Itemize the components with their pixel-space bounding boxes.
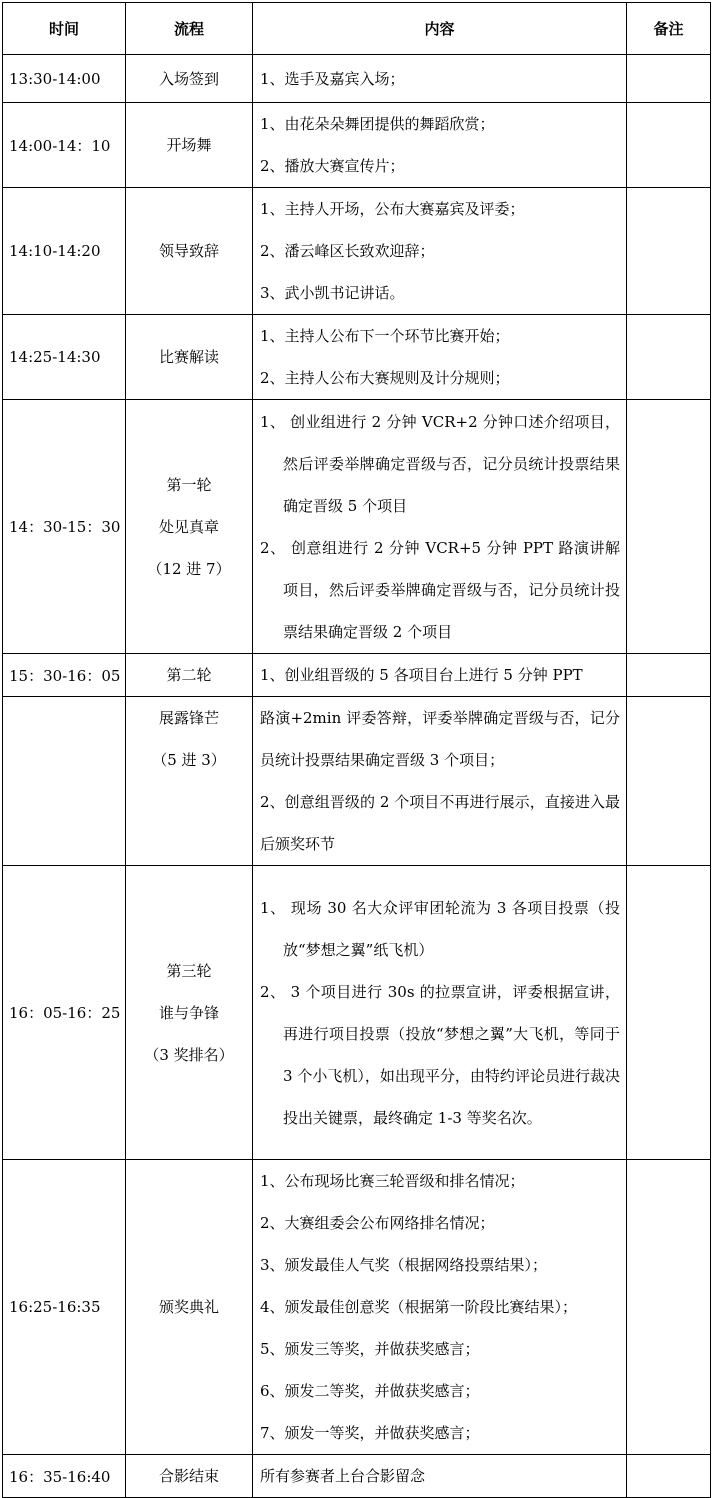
table-row [3,315,711,400]
content-item: 2、 3 个项目进行 30s 的拉票宣讲，评委根据宣讲，再进行项目投票（投放“梦想之翼”大飞机，等同于 3 个小飞机），如出现平分，由特约评论员进行裁决投出关键票，最终确定 1-3 等奖名次。 [260,982,620,1127]
time-cell: 14:10-14:20 [3,188,126,315]
content-item: 2、大赛组委会公布网络排名情况； [260,1214,495,1232]
note-cell [627,1455,711,1498]
flow-cell [126,697,253,866]
flow-cell [126,400,253,654]
content-cell [253,1455,627,1498]
flow-cell [126,654,253,697]
note-cell [627,866,711,1160]
note-cell [627,315,711,400]
note-cell [627,55,711,103]
content-cell [253,315,627,400]
header-row [3,3,711,55]
content-item: 2、潘云峰区长致欢迎辞； [260,242,435,260]
flow-label: 比赛解读 [158,348,219,366]
flow-label: 第三轮 [166,961,212,980]
content-cell [253,103,627,188]
content-item: 1、 创业组进行 2 分钟 VCR+2 分钟口述介绍项目，然后评委举牌确定晋级与否，记分员统计投票结果确定晋级 5 个项目 [260,412,620,515]
time-cell: 16：35-16:40 [3,1455,126,1498]
flow-label: 开场舞 [166,136,212,154]
table-row [3,103,711,188]
flow-cell [126,103,253,188]
content-item: 1、主持人开场，公布大赛嘉宾及评委； [260,200,525,218]
time-cell: 16：05-16：25 [3,866,126,1160]
time-cell: 13:30-14:00 [3,55,126,103]
content-item: 所有参赛者上台合影留念 [260,1467,426,1485]
content-item: 2、主持人公布大赛规则及计分规则； [260,369,510,387]
content-item: 2、创意组晋级的 2 个项目不再进行展示，直接进入最后颁奖环节 [260,793,620,853]
flow-label: 第二轮 [166,666,212,684]
flow-label: 合影结束 [158,1467,219,1485]
content-item: 1、 现场 30 名大众评审团轮流为 3 各项目投票（投放“梦想之翼”纸飞机） [260,898,620,959]
content-cell [253,654,627,697]
flow-label: 颁奖典礼 [158,1298,219,1316]
table-row [3,1160,711,1455]
content-item: 3、武小凯书记讲话。 [260,284,405,302]
flow-label: （5 进 3） [152,751,226,769]
note-cell [627,103,711,188]
content-item: 4、颁发最佳创意奖（根据第一阶段比赛结果）； [260,1298,578,1316]
content-item: 1、主持人公布下一个环节比赛开始； [260,327,510,345]
flow-cell [126,315,253,400]
table-row [3,697,711,866]
flow-label: 第一轮 [166,475,212,494]
flow-label: 展露锋芒 [158,709,219,727]
flow-cell [126,1160,253,1455]
flow-label: 入场签到 [158,69,219,88]
flow-label: 处见真章 [158,517,219,536]
table-row [3,400,711,654]
time-cell [3,697,126,866]
time-cell: 15：30-16：05 [3,654,126,697]
schedule-table [2,2,711,1498]
header-time: 时间 [3,3,126,55]
table-row [3,188,711,315]
content-item: 2、 创意组进行 2 分钟 VCR+5 分钟 PPT 路演讲解项目，然后评委举牌确定晋级与否，记分员统计投票结果确定晋级 2 个项目 [260,538,620,641]
content-item: 路演+2min 评委答辩，评委举牌确定晋级与否，记分员统计投票结果确定晋级 3 个项目； [260,709,620,769]
content-item: 7、颁发一等奖，并做获奖感言； [260,1424,480,1442]
flow-label: （12 进 7） [147,559,231,578]
flow-cell [126,1455,253,1498]
note-cell [627,400,711,654]
content-item: 2、播放大赛宣传片； [260,157,405,175]
content-item: 5、颁发三等奖，并做获奖感言； [260,1340,480,1358]
flow-label: 领导致辞 [158,242,219,260]
content-item: 1、由花朵朵舞团提供的舞蹈欣赏； [260,115,495,133]
flow-cell [126,866,253,1160]
table-row [3,1455,711,1498]
content-item: 3、颁发最佳人气奖（根据网络投票结果）； [260,1256,548,1274]
table-row [3,55,711,103]
content-cell [253,55,627,103]
content-item: 1、选手及嘉宾入场； [260,69,405,88]
content-item: 1、公布现场比赛三轮晋级和排名情况； [260,1172,525,1190]
header-flow: 流程 [126,3,253,55]
note-cell [627,188,711,315]
content-cell [253,1160,627,1455]
content-cell [253,866,627,1160]
content-cell [253,697,627,866]
table-row [3,866,711,1160]
header-content: 内容 [253,3,627,55]
time-cell: 14:00-14：10 [3,103,126,188]
content-item: 6、颁发二等奖，并做获奖感言； [260,1382,480,1400]
header-note: 备注 [627,3,711,55]
note-cell [627,697,711,866]
note-cell [627,654,711,697]
flow-label: 谁与争锋 [158,1003,219,1022]
note-cell [627,1160,711,1455]
flow-cell [126,55,253,103]
table-row [3,654,711,697]
time-cell: 16:25-16:35 [3,1160,126,1455]
content-item: 1、创业组晋级的 5 各项目台上进行 5 分钟 PPT [260,666,583,684]
flow-cell [126,188,253,315]
flow-label: （3 奖排名） [144,1045,234,1064]
time-cell: 14:25-14:30 [3,315,126,400]
time-cell: 14：30-15：30 [3,400,126,654]
content-cell [253,188,627,315]
content-cell [253,400,627,654]
